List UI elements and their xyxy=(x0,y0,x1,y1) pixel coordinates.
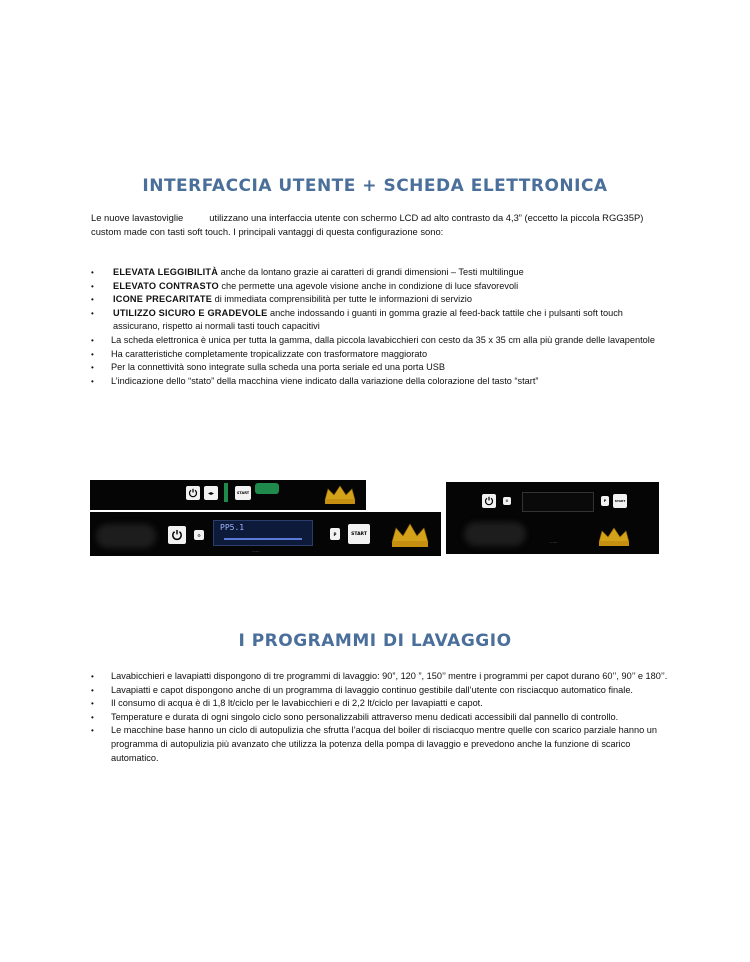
crown-logo-icon xyxy=(596,526,632,548)
program-button[interactable] xyxy=(330,528,340,540)
lcd-display xyxy=(213,520,313,546)
intro-text-end: utilizzano una interfaccia utente con schermo LCD ad alto contrasto da 4,3” (eccetto la piccola RGG35P) custom made con tasti soft touch. I principali vantaggi di questa configurazione sono: xyxy=(91,212,644,237)
power-button[interactable] xyxy=(186,486,200,500)
list-item: • Le macchine base hanno un ciclo di autopulizia che sfrutta l’acqua del boiler di risciacquo mentre quelle con scarico parziale hanno un programma di autopulizia più avanzato che utilizza la potenza della pompa di lavaggio e prevedono anche la funzione di scarico automatico. xyxy=(91,724,671,765)
programs-list xyxy=(91,670,671,765)
program-button[interactable] xyxy=(601,496,609,506)
list-item: • Lavabicchieri e lavapiatti dispongono di tre programmi di lavaggio: 90”, 120 ”, 150’’ mentre i programmi per capot durano 60’’, 90’’ e 180’’. xyxy=(91,670,671,684)
lcd-readout: PP5.1 xyxy=(220,523,245,532)
list-item: • ICONE PRECARITATE di immediata comprensibilità per tutte le informazioni di servizio xyxy=(91,293,671,307)
status-bar xyxy=(224,483,228,502)
list-item: • ELEVATO CONTRASTO che permette una agevole visione anche in condizione di luce sfavorevoli xyxy=(91,280,671,294)
control-panel-wide xyxy=(446,482,659,554)
lcd-progress xyxy=(224,538,302,540)
list-item: • ELEVATA LEGGIBILITÀ anche da lontano grazie ai caratteri di grandi dimensioni – Testi multilingue xyxy=(91,266,671,280)
list-item: • Il consumo di acqua è di 1,8 lt/ciclo per le lavabicchieri e di 2,2 lt/ciclo per lavapiatti e capot. xyxy=(91,697,671,711)
crown-logo-icon xyxy=(322,484,358,506)
intro-paragraph xyxy=(91,211,663,239)
settings-icon: ⚙ xyxy=(197,532,201,538)
section-title-interface: INTERFACCIA UTENTE + SCHEDA ELETTRONICA xyxy=(142,176,608,196)
settings-button[interactable] xyxy=(503,497,511,505)
power-icon xyxy=(188,488,198,498)
blurred-label xyxy=(96,524,156,548)
settings-button[interactable] xyxy=(194,530,204,540)
list-item: • La scheda elettronica è unica per tutta la gamma, dalla piccola lavabicchieri con cesto da 35 x 35 cm alla più grande delle lavapentole xyxy=(91,334,671,348)
power-icon xyxy=(171,529,183,541)
power-icon xyxy=(484,496,494,506)
model-label: ······ xyxy=(550,540,558,545)
list-item: • Temperature e durata di ogni singolo ciclo sono personalizzabili attraverso menu dedicati accessibili dal pannello di controllo. xyxy=(91,711,671,725)
program-icon: P xyxy=(333,531,337,537)
crown-logo-icon xyxy=(388,522,432,550)
start-button[interactable]: START xyxy=(235,486,251,500)
power-button[interactable] xyxy=(482,494,496,508)
features-list xyxy=(91,266,671,388)
control-panel-large xyxy=(90,512,441,556)
model-label: ······ xyxy=(252,549,260,554)
control-panel-small xyxy=(90,480,366,510)
list-item: • UTILIZZO SICURO E GRADEVOLE anche indossando i guanti in gomma grazie al feed-back tattile che i pulsanti soft touch assicurano, rispetto ai normali tasti touch capacitivi xyxy=(91,307,671,334)
list-item: • L’indicazione dello “stato” della macchina viene indicato dalla variazione della colorazione del tasto “start” xyxy=(91,375,671,389)
arrows-icon: ◂▸ xyxy=(207,489,215,497)
list-item: • Lavapiatti e capot dispongono anche di un programma di lavaggio continuo gestibile dall’utente con risciacquo automatico finale. xyxy=(91,684,671,698)
settings-icon: ⚙ xyxy=(505,499,509,503)
lcd-display xyxy=(522,492,594,512)
start-led xyxy=(255,483,279,494)
list-item: • Ha caratteristiche completamente tropicalizzate con trasformatore maggiorato xyxy=(91,348,671,362)
power-button[interactable] xyxy=(168,526,186,544)
blurred-label xyxy=(464,522,526,546)
start-button[interactable]: START xyxy=(348,524,370,544)
section-title-programs: I PROGRAMMI DI LAVAGGIO xyxy=(238,631,512,651)
list-item: • Per la connettività sono integrate sulla scheda una porta seriale ed una porta USB xyxy=(91,361,671,375)
start-button[interactable]: START xyxy=(613,494,627,508)
mode-button[interactable] xyxy=(204,486,218,500)
intro-text-start: Le nuove lavastoviglie xyxy=(91,212,184,223)
program-icon: P xyxy=(603,499,607,503)
